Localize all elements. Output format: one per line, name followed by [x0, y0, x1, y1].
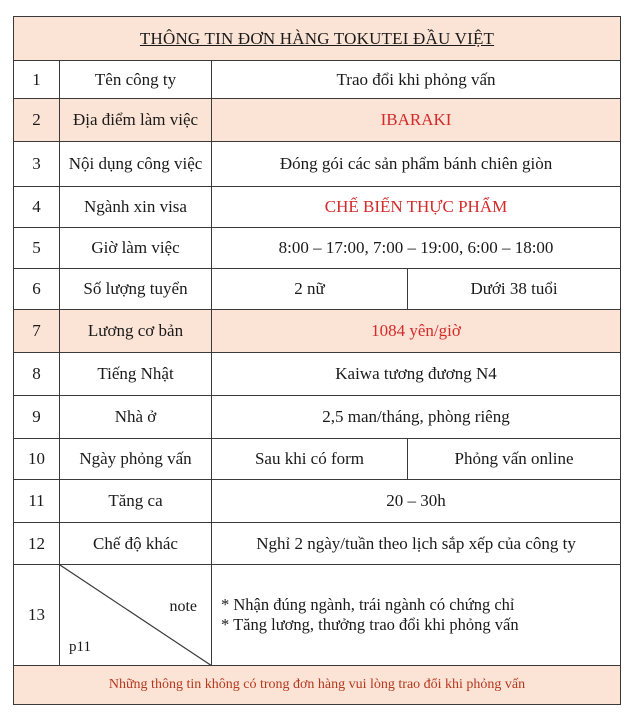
row-label-other-benefits: Chế độ khác [60, 523, 212, 565]
row-label-company: Tên công ty [60, 61, 212, 99]
row-value-other-benefits: Nghỉ 2 ngày/tuần theo lịch sắp xếp của công ty [212, 523, 621, 565]
table-row [14, 396, 621, 439]
row-number: 4 [14, 187, 60, 228]
order-table [13, 16, 621, 705]
notes-cell [212, 565, 621, 666]
row-label-job-content: Nội dụng công việc [60, 142, 212, 187]
note-line: * Nhận đúng ngành, trái ngành có chứng chỉ [221, 595, 515, 614]
table-row [14, 142, 621, 187]
table-row [14, 269, 621, 310]
row-number: 1 [14, 61, 60, 99]
table-title: THÔNG TIN ĐƠN HÀNG TOKUTEI ĐẦU VIỆT [14, 17, 621, 61]
table-row [14, 187, 621, 228]
row-value-recruit-count: 2 nữ [212, 269, 408, 310]
note-label: note [169, 598, 197, 615]
row-number: 11 [14, 480, 60, 523]
row-value-visa-field: CHẾ BIẾN THỰC PHẨM [212, 187, 621, 228]
row-value-overtime: 20 – 30h [212, 480, 621, 523]
row-label-base-salary: Lương cơ bản [60, 310, 212, 353]
row-value-company: Trao đổi khi phỏng vấn [212, 61, 621, 99]
table-row [14, 439, 621, 480]
note-line: * Tăng lương, thưởng trao đổi khi phỏng vấn [221, 615, 519, 634]
table-row [14, 61, 621, 99]
corner-label: p11 [69, 639, 91, 655]
row-value-location: IBARAKI [212, 99, 621, 142]
row-number: 3 [14, 142, 60, 187]
footer-note: Những thông tin không có trong đơn hàng vui lòng trao đổi khi phỏng vấn [14, 666, 621, 705]
table-row [14, 565, 621, 666]
title-row [14, 17, 621, 61]
row-value-base-salary: 1084 yên/giờ [212, 310, 621, 353]
row-label-visa-field: Ngành xin visa [60, 187, 212, 228]
row-value-age-limit: Dưới 38 tuổi [408, 269, 621, 310]
row-label-recruit-count: Số lượng tuyển [60, 269, 212, 310]
row-value-interview-mode: Phỏng vấn online [408, 439, 621, 480]
row-label-housing: Nhà ở [60, 396, 212, 439]
row-number: 13 [14, 565, 60, 666]
row-number: 2 [14, 99, 60, 142]
row-number: 8 [14, 353, 60, 396]
row-value-job-content: Đóng gói các sản phẩm bánh chiên giòn [212, 142, 621, 187]
table-row [14, 310, 621, 353]
table-row [14, 353, 621, 396]
table-row [14, 99, 621, 142]
row-label-location: Địa điểm làm việc [60, 99, 212, 142]
row-number: 5 [14, 228, 60, 269]
order-info-sheet [13, 16, 621, 705]
row-label-japanese: Tiếng Nhật [60, 353, 212, 396]
row-value-japanese: Kaiwa tương đương N4 [212, 353, 621, 396]
row-label-interview-date: Ngày phỏng vấn [60, 439, 212, 480]
table-row [14, 480, 621, 523]
row-number: 10 [14, 439, 60, 480]
row-value-working-hours: 8:00 – 17:00, 7:00 – 19:00, 6:00 – 18:00 [212, 228, 621, 269]
row-number: 12 [14, 523, 60, 565]
row-value-interview-date: Sau khi có form [212, 439, 408, 480]
table-row [14, 228, 621, 269]
row-number: 9 [14, 396, 60, 439]
row-label-overtime: Tăng ca [60, 480, 212, 523]
row-number: 7 [14, 310, 60, 353]
row-number: 6 [14, 269, 60, 310]
row-label-working-hours: Giờ làm việc [60, 228, 212, 269]
table-row [14, 523, 621, 565]
row-value-housing: 2,5 man/tháng, phòng riêng [212, 396, 621, 439]
diagonal-header-cell [60, 565, 212, 666]
footer-row [14, 666, 621, 705]
